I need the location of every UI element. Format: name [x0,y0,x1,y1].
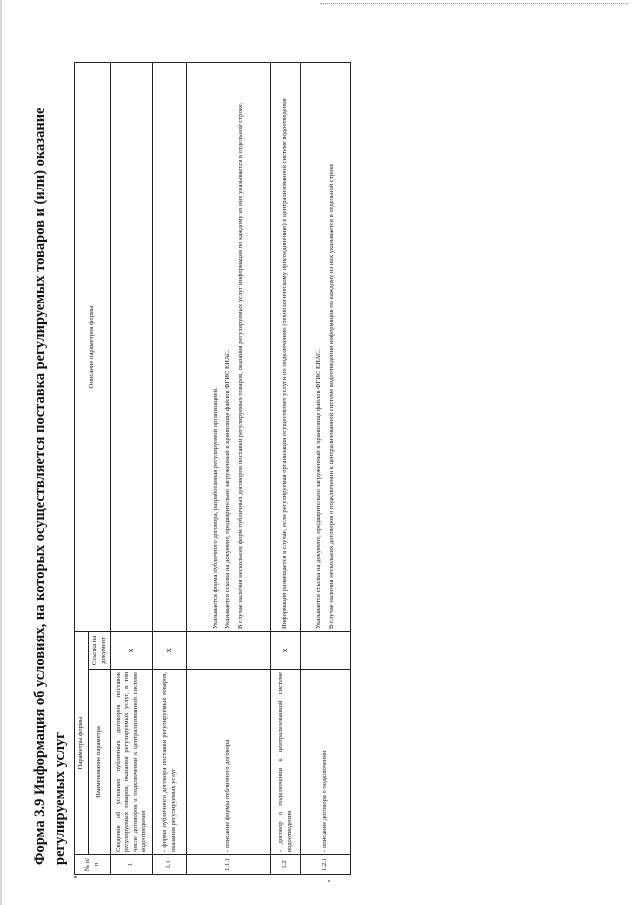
row-num: 1.1 [153,855,187,875]
header-param-name: Наименование параметра [89,670,111,855]
row-num: 1.2 [271,855,301,875]
row-doc-link-mark: x [271,632,301,670]
header-params-group: Параметры формы [75,632,89,855]
row-description [271,63,301,632]
rotated-document-page [30,50,340,875]
row-param-name: - описание формы публичного договора [187,670,271,855]
description-paragraph: Информация размещается в случае, если регулируемая организация осуществляет услуги по подключению (технологическому присоединению) к централизованной системе водоотведения [281,98,289,629]
table-header-row [75,63,89,875]
row-param-name: - договор о подключении к централизованной системе водоотведения [271,670,301,855]
scan-top-edge [320,3,628,4]
row-param-name: Сведения об условиях публичных договоров поставок регулируемых товаров, оказания регулируемых услуг, в том числе договоров о подключении к централизованной системе водоотведения [111,670,153,855]
row-num: 1.2.1 [301,855,351,875]
row-num: 1 [111,855,153,875]
table-row [153,63,187,875]
row-doc-link-mark: x [153,632,187,670]
description-paragraph: В случае наличия нескольких договоров о подключении к централизованной системе водоотведения информация по каждому из них указывается в отдельной строке [327,163,335,629]
row-description [111,63,153,632]
row-description [187,63,271,632]
table-row [187,63,271,875]
scan-speck [74,876,77,878]
header-doc-link: Ссылка на документ [89,632,111,670]
header-description: Описание параметров формы [75,63,111,632]
description-paragraph: Указывается ссылка на документ, предварительно загруженный в хранилище файлов ФГИС ЕИАС. [224,349,232,629]
table-row [271,63,301,875]
row-description [301,63,351,632]
row-doc-link-mark [301,632,351,670]
row-num: 1.1.1 [187,855,271,875]
description-paragraph: Указывается форма публичного договора, разработанная регулируемой организацией. [212,387,220,629]
row-doc-link-mark [187,632,271,670]
table-row [301,63,351,875]
form-parameters-table [74,62,351,875]
scan-speck [328,880,330,882]
header-num: № п/п [75,855,111,875]
description-paragraph: В случае наличия нескольких форм публичных договоров поставки регулируемых товаров, оказания регулируемых услуг информация по каждому из них указывается в отдельной строке. [236,102,244,629]
row-description [153,63,187,632]
scan-left-edge [0,0,2,905]
row-doc-link-mark: x [111,632,153,670]
row-param-name: - форма публичного договора поставки регулируемых товаров, оказания регулируемых услуг [153,670,187,855]
document-title: Форма 3.9 Информация об условиях, на которых осуществляется поставка регулируемых товаров и (или) оказание регулируемых услуг [32,107,68,865]
table-row [111,63,153,875]
row-param-name: - описание договора о подключении [301,670,351,855]
description-paragraph: Указывается ссылка на документ, предварительно загруженный в хранилище файлов ФГИС ЕИАС. [315,349,323,629]
